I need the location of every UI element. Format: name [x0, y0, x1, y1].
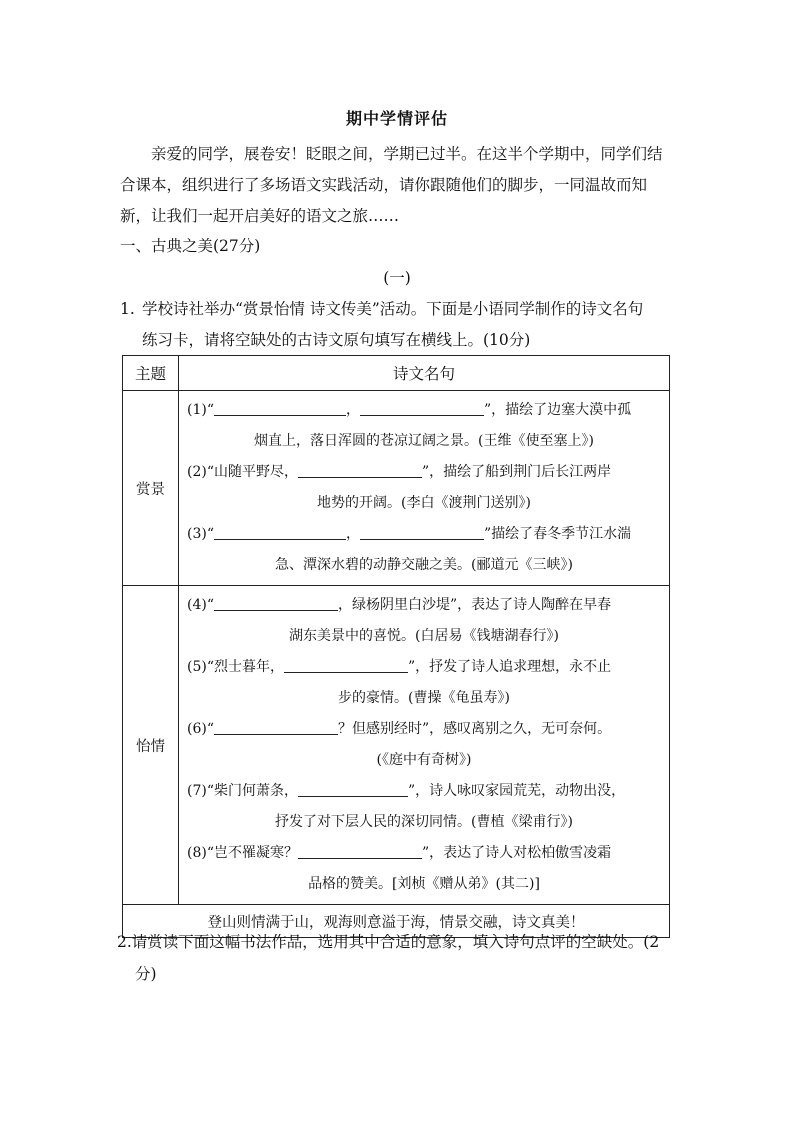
page-title: 期中学情评估: [345, 109, 448, 128]
group-label-emotion: 怡情: [123, 586, 179, 905]
answer-blank[interactable]: [360, 399, 484, 416]
list-item: (7)“柴门何萧条， ”，诗人咏叹家园荒芜，动物出没， 抒发了对下层人民的深切同情。(曹植《梁甫行》): [187, 776, 661, 838]
answer-blank[interactable]: [298, 461, 422, 478]
list-item: (4)“ ，绿杨阴里白沙堤”，表达了诗人陶醉在早春 湖东美景中的喜悦。(白居易《钱塘湖春行》): [187, 590, 661, 652]
group-items-scenery: [179, 391, 670, 586]
answer-blank[interactable]: [360, 523, 484, 540]
answer-blank[interactable]: [214, 594, 338, 611]
list-item: (2)“山随平野尽， ”，描绘了船到荆门后长江两岸 地势的开阔。(李白《渡荆门送别》): [187, 457, 661, 519]
question-text-cont: 练习卡，请将空缺处的古诗文原句填写在横线上。(10分): [142, 331, 531, 349]
answer-blank[interactable]: [298, 842, 422, 859]
question-1: [120, 294, 676, 356]
list-item: (3)“ ， ”描绘了春冬季节江水湍 急、潭深水碧的动静交融之美。(郦道元《三峡》): [187, 519, 661, 581]
answer-blank[interactable]: [214, 523, 346, 540]
table-header-topic: 主题: [123, 356, 179, 391]
question-text-cont: 分): [135, 965, 157, 983]
subsection-heading: (一): [383, 269, 411, 287]
intro-paragraph: 亲爱的同学，展卷安！眨眼之间，学期已过半。在这半个学期中，同学们结合课本，组织进行了多场语文实践活动，请你跟随他们的脚步，一同温故而知新，让我们一起开启美好的语文之旅……: [120, 145, 663, 225]
list-item: (5)“烈士暮年， ”，抒发了诗人追求理想，永不止 步的豪情。(曹操《龟虽寿》): [187, 652, 661, 714]
question-2: [117, 926, 677, 990]
list-item: (1)“ ， ”，描绘了边塞大漠中孤 烟直上，落日浑圆的苍凉辽阔之景。(王维《使至塞上》): [187, 395, 661, 457]
list-item: (8)“岂不罹凝寒？ ”，表达了诗人对松柏傲雪凌霜 品格的赞美。[刘桢《赠从弟》(其二)]: [187, 838, 661, 900]
table-header-lines: 诗文名句: [179, 356, 670, 391]
answer-blank[interactable]: [284, 656, 408, 673]
table-footer: 登山则情满于山，观海则意溢于海，情景交融，诗文真美！: [123, 905, 670, 938]
question-number: 1.: [120, 300, 135, 318]
section-heading: 一、古典之美(27分): [120, 237, 261, 255]
answer-blank[interactable]: [214, 399, 346, 416]
question-text: 学校诗社举办“赏景怡情 诗文传美”活动。下面是小语同学制作的诗文名句: [142, 300, 644, 318]
group-items-emotion: [179, 586, 670, 905]
poem-table: [122, 355, 670, 938]
group-label-scenery: 赏景: [123, 391, 179, 586]
question-text: 2.请赏读下面这幅书法作品，选用其中合适的意象，填入诗句点评的空缺处。(2: [117, 933, 660, 951]
answer-blank[interactable]: [298, 780, 408, 797]
list-item: (6)“ ？但感别经时”，感叹离别之久，无可奈何。 (《庭中有奇树》): [187, 714, 661, 776]
answer-blank[interactable]: [214, 718, 338, 735]
